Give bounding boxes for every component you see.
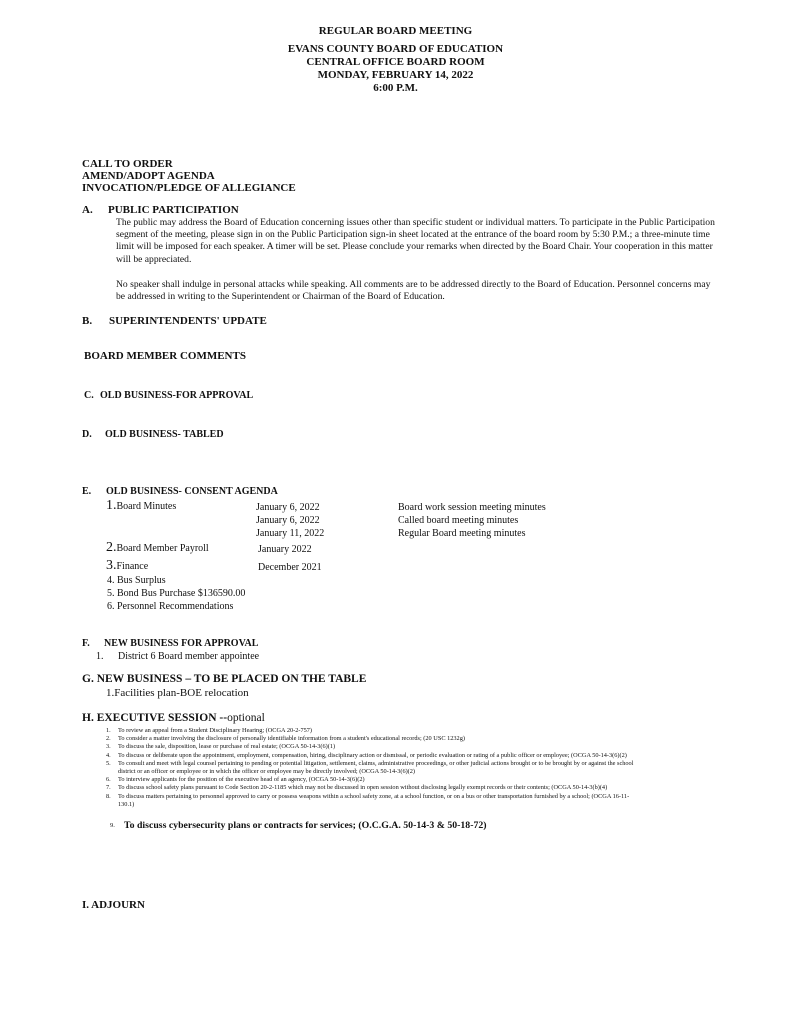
payroll-date: January 2022 [258, 544, 312, 555]
consent-item-board-minutes [106, 498, 176, 514]
minutes-desc-2: Called board meeting minutes [398, 515, 519, 526]
section-h-optional: optional [227, 712, 265, 724]
section-a-letter: A. [82, 204, 93, 216]
exec-item-9-number: 9. [110, 822, 115, 829]
section-a-title: PUBLIC PARTICIPATION [108, 204, 239, 216]
exec-item-number: 1. [106, 727, 111, 734]
item-number: 1. [106, 498, 117, 513]
meeting-time: 6:00 P.M. [373, 82, 418, 94]
section-d-letter: D. [82, 429, 92, 440]
section-h-title: H. EXECUTIVE SESSION -- [82, 712, 228, 724]
exec-item-text: To discuss school safety plans pursuant to Code Section 20-2-1185 which may not be discussed in open session without disclosing legally exempt records or their contents; (OCGA 50-14-3(b)(4) [118, 784, 608, 792]
exec-item-9-text: To discuss cybersecurity plans or contracts for services; (O.C.G.A. 50-14-3 & 50-18-72) [124, 820, 487, 831]
minutes-date-3: January 11, 2022 [256, 528, 325, 539]
meeting-title: REGULAR BOARD MEETING [318, 25, 473, 37]
section-b-title: SUPERINTENDENTS' UPDATE [109, 315, 267, 327]
consent-item-bus-surplus: 4. Bus Surplus [107, 575, 166, 586]
public-participation-paragraph-2: No speaker shall indulge in personal attacks while speaking. All comments are to be addressed directly to the Board of Education. Personnel concerns may be addressed in writing to the Superintendent or Chairman of the Board of Education. [116, 279, 711, 303]
amend-adopt-agenda: AMEND/ADOPT AGENDA [82, 170, 215, 182]
item-label: Finance [116, 561, 149, 572]
exec-item-text: To discuss matters pertaining to personnel approved to carry or possess weapons within a school safety zone, at a school function, or on a bus or other transportation furnished by a school; (OCGA 16-11-130.1) [118, 792, 630, 808]
facilities-plan-item: 1.Facilities plan-BOE relocation [106, 687, 249, 699]
exec-item-text: To review an appeal from a Student Disciplinary Hearing; (OCGA 20-2-757) [118, 727, 313, 734]
section-e-title: OLD BUSINESS- CONSENT AGENDA [106, 486, 278, 497]
exec-item-text: To consult and meet with legal counsel pertaining to pending or potential litigation, settlement, claims, administrative proceedings, or other judicial actions brought or to be brought by or against the school district or an officer or employee or in which the officer or employee may be directly involved; (OCGA 50-14-3(6)(2) [118, 759, 634, 775]
item-number: 3. [106, 558, 117, 573]
minutes-date-2: January 6, 2022 [256, 515, 320, 526]
minutes-desc-3: Regular Board meeting minutes [398, 528, 526, 539]
consent-item-bond-bus: 5. Bond Bus Purchase $136590.00 [107, 588, 246, 599]
consent-item-personnel: 6. Personnel Recommendations [107, 601, 234, 612]
consent-item-finance [106, 558, 148, 574]
public-participation-paragraph-1: The public may address the Board of Education concerning issues other than specific student or individual matters. To participate in the Public Participation segment of the meeting, please sign in on the Public Participation sign-in sheet located at the entrance of the board room by 5:30 P.M.; a three-minute time limit will be imposed for each speaker. A timer will be set. Please conclude your remarks when directed by the Board Chair. Your cooperation in this matter will be appreciated. [116, 217, 715, 265]
section-f-title: NEW BUSINESS FOR APPROVAL [104, 638, 259, 649]
invocation-pledge: INVOCATION/PLEDGE OF ALLEGIANCE [82, 182, 296, 194]
board-name: EVANS COUNTY BOARD OF EDUCATION [287, 43, 504, 55]
section-g-title: G. NEW BUSINESS – TO BE PLACED ON THE TABLE [82, 673, 367, 685]
item-label: Board Minutes [116, 501, 177, 512]
item-number: 2. [106, 540, 117, 555]
new-business-item-number: 1. [96, 651, 104, 662]
finance-date: December 2021 [258, 562, 322, 573]
exec-item-text: To consider a matter involving the disclosure of personally identifiable information from a student's educational records; (20 USC 1232g) [118, 735, 465, 743]
section-e-letter: E. [82, 486, 92, 497]
exec-item-number: 6. [106, 776, 111, 784]
section-b-letter: B. [82, 315, 93, 327]
exec-item-text: To discuss or deliberate upon the appointment, employment, compensation, hiring, disciplinary action or dismissal, or periodic evaluation or rating of a public officer or employee; (OCGA 50-14-3(6)(2) [118, 751, 627, 759]
section-c-title: OLD BUSINESS-FOR APPROVAL [100, 390, 254, 401]
exec-item-number: 8. [106, 792, 111, 800]
exec-item-number: 4. [106, 751, 111, 759]
exec-item-number: 7. [106, 784, 111, 792]
exec-item-text: To discuss the sale, disposition, lease or purchase of real estate; (OCGA 50-14-3(6)(1) [118, 743, 336, 751]
exec-item-number: 5. [106, 759, 111, 767]
minutes-date-1: January 6, 2022 [256, 502, 320, 513]
adjourn: I. ADJOURN [82, 899, 145, 911]
section-h-heading [82, 712, 265, 724]
exec-item-number: 3. [106, 743, 111, 751]
meeting-date: MONDAY, FEBRUARY 14, 2022 [317, 69, 474, 81]
item-label: Board Member Payroll [116, 543, 209, 554]
meeting-location: CENTRAL OFFICE BOARD ROOM [306, 56, 485, 68]
board-member-comments: BOARD MEMBER COMMENTS [84, 350, 246, 362]
exec-item-number: 2. [106, 735, 111, 743]
call-to-order: CALL TO ORDER [82, 158, 173, 170]
consent-item-board-payroll [106, 540, 209, 556]
section-c-letter: C. [84, 390, 94, 401]
section-d-title: OLD BUSINESS- TABLED [105, 429, 224, 440]
section-f-letter: F. [82, 638, 90, 649]
minutes-desc-1: Board work session meeting minutes [398, 502, 546, 513]
district-6-appointee: District 6 Board member appointee [118, 651, 260, 662]
exec-item-text: To interview applicants for the position of the executive head of an agency, (OCGA 50-14-3(6)(2) [118, 776, 365, 784]
